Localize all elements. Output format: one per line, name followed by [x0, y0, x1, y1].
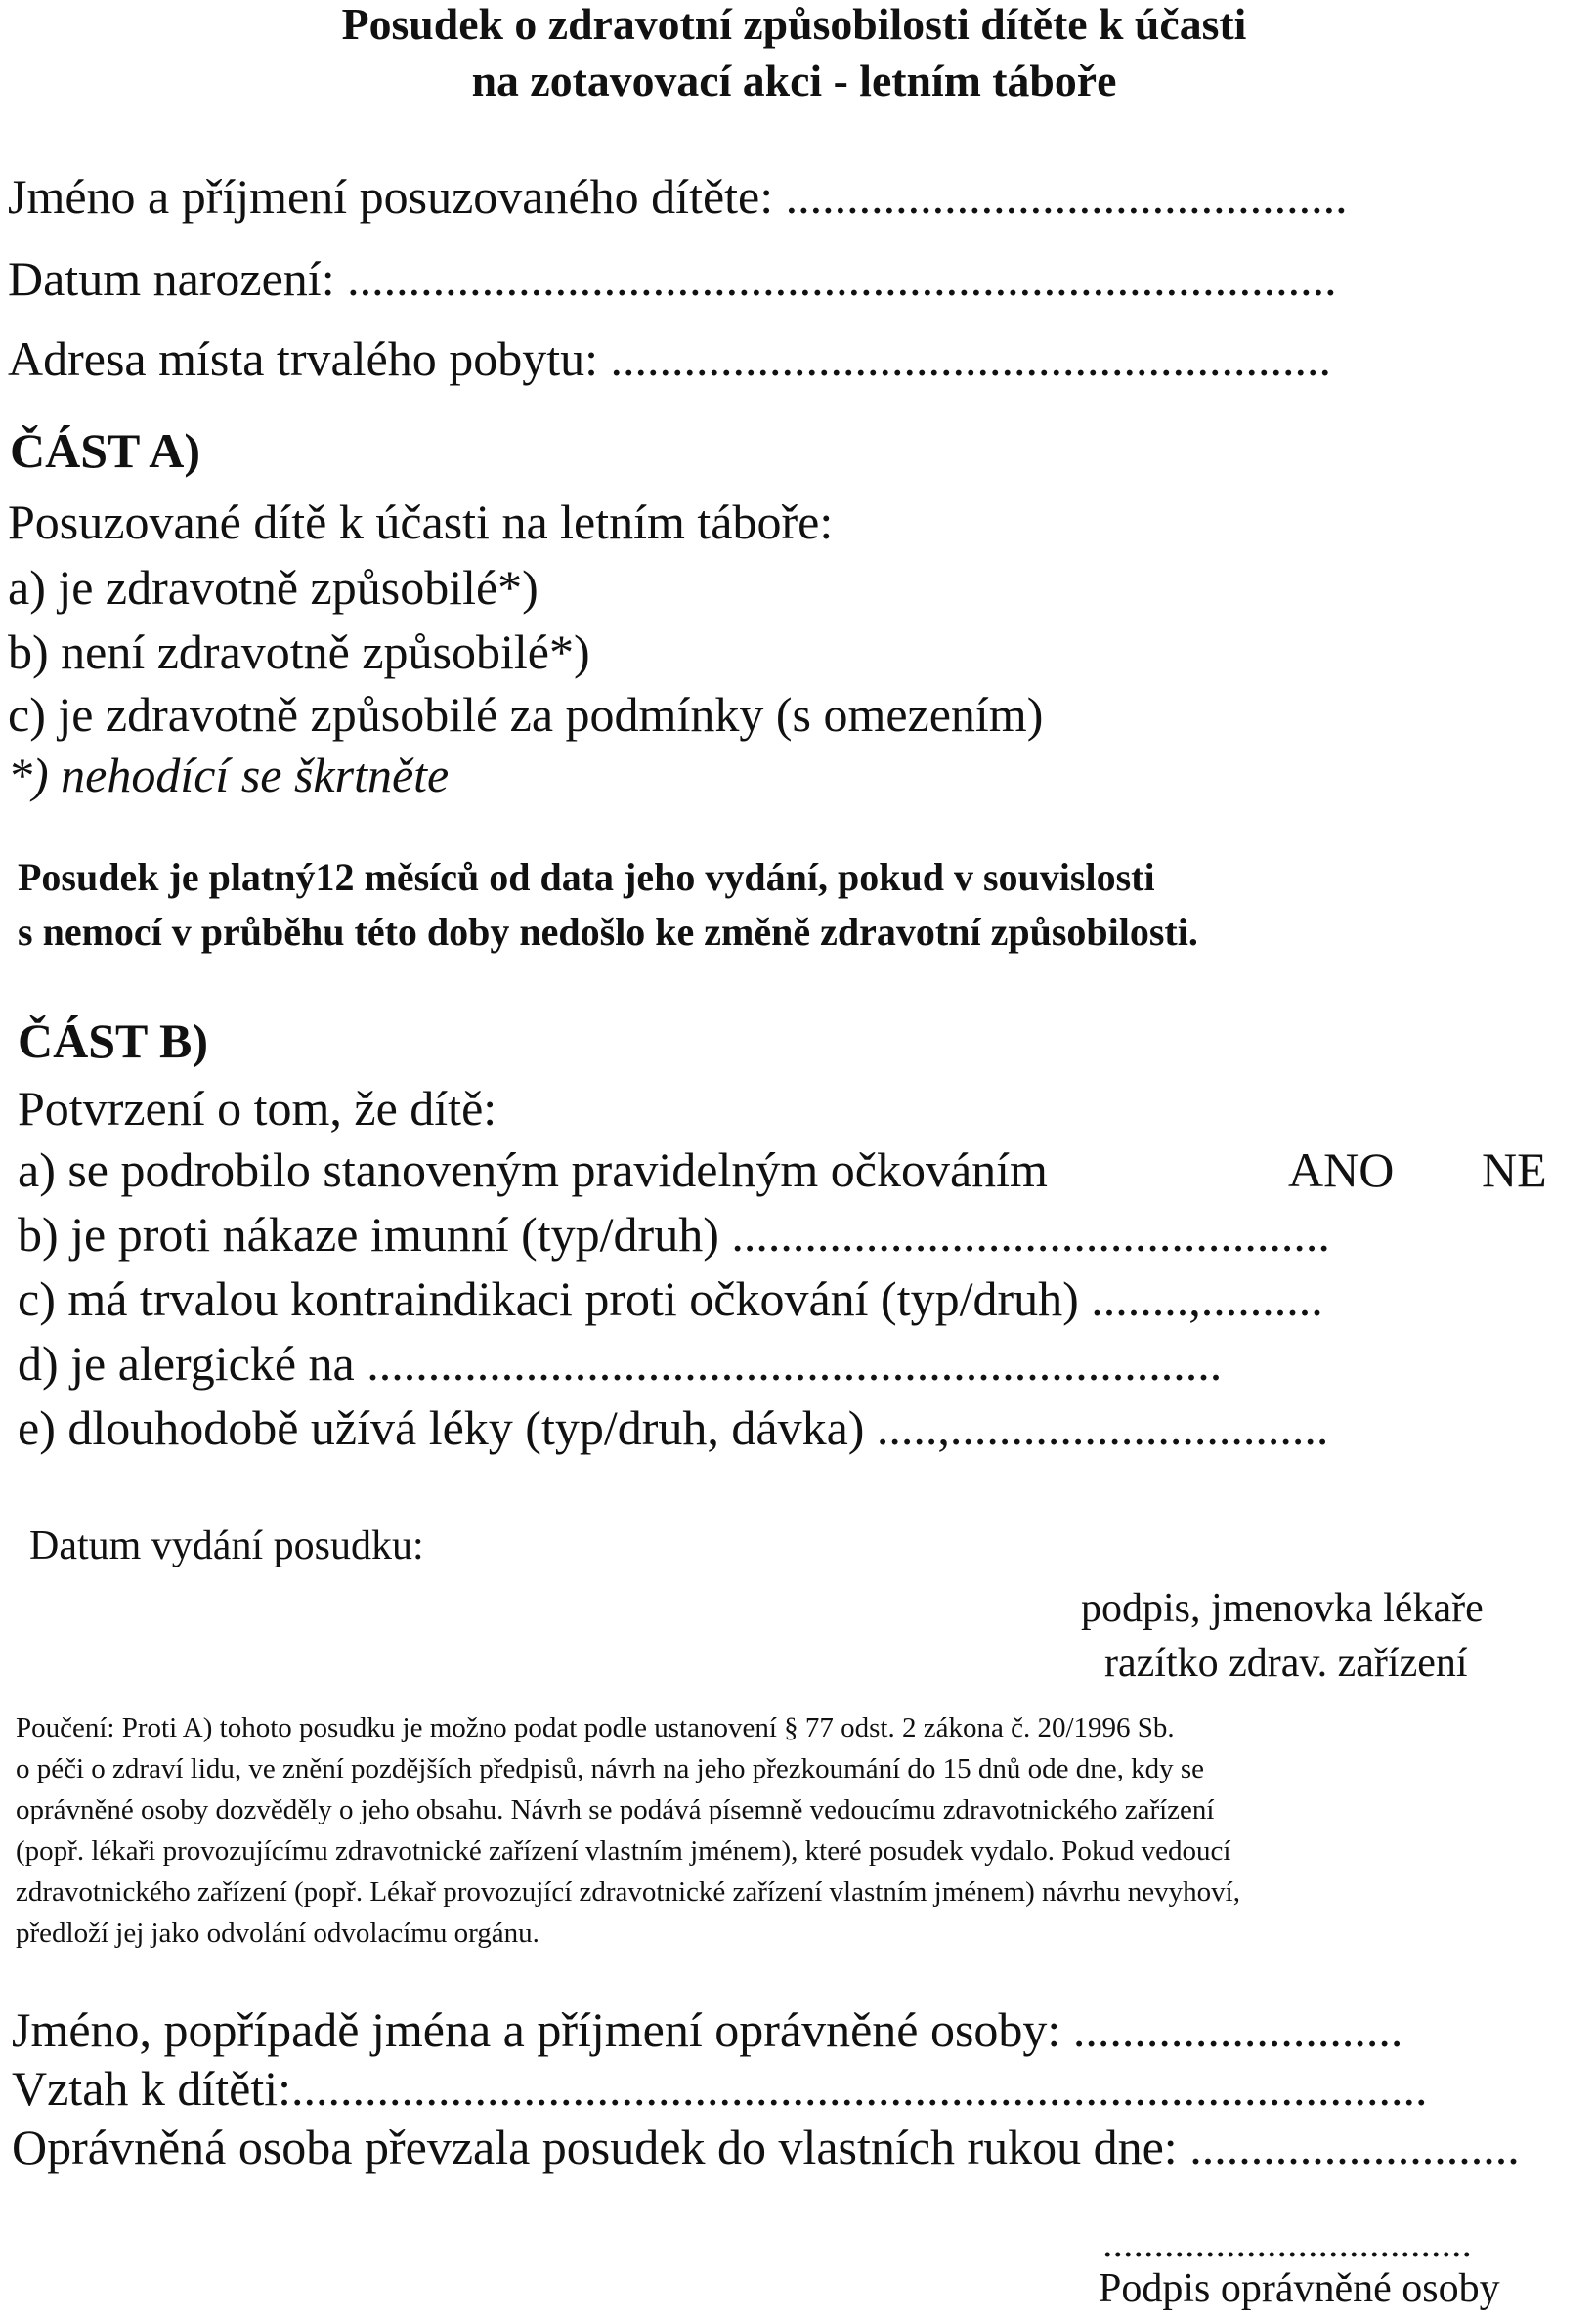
authorized-person-name-field: Jméno, popřípadě jména a příjmení oprávněné osoby: ........................... — [12, 2002, 1403, 2057]
ano-option: ANO — [1288, 1142, 1395, 1197]
part-b-heading: ČÁST B) — [18, 1013, 208, 1068]
instruction-line6: předloží jej jako odvolání odvolacímu orgánu. — [16, 1917, 539, 1949]
part-a-intro: Posuzované dítě k účasti na letním táboře: — [8, 494, 834, 549]
ne-option: NE — [1482, 1142, 1547, 1197]
part-b-item-a: a) se podrobilo stanoveným pravidelným očkováním — [18, 1142, 1048, 1197]
received-date-field: Oprávněná osoba převzala posudek do vlastních rukou dne: ........................... — [12, 2120, 1520, 2174]
part-b-intro: Potvrzení o tom, že dítě: — [18, 1081, 497, 1136]
part-a-option-c: c) je zdravotně způsobilé za podmínky (s omezením) — [8, 687, 1044, 742]
document-title-line1: Posudek o zdravotní způsobilosti dítěte k účasti — [341, 0, 1247, 49]
address-field: Adresa místa trvalého pobytu: ........................................................... — [8, 331, 1332, 386]
doctor-signature-label: podpis, jmenovka lékaře — [1081, 1586, 1484, 1631]
instruction-line5: zdravotnického zařízení (popř. Lékař provozující zdravotnické zařízení vlastním jménem) návrhu nevyhoví, — [16, 1876, 1240, 1908]
validity-line1: Posudek je platný12 měsíců od data jeho vydání, pokud v souvislosti — [18, 855, 1155, 899]
part-b-item-d: d) je alergické na ...................................................................... — [18, 1336, 1223, 1391]
relation-to-child-field: Vztah k dítěti:............................................................................................. — [12, 2061, 1428, 2116]
document-title-line2: na zotavovací akci - letním táboře — [471, 56, 1117, 106]
instruction-line1: Poučení: Proti A) tohoto posudku je možno podat podle ustanovení § 77 odst. 2 zákona č. 20/1996 Sb. — [16, 1712, 1175, 1743]
child-name-field: Jméno a příjmení posuzovaného dítěte: .............................................. — [8, 169, 1348, 224]
authorized-signature-label: Podpis oprávněné osoby — [1099, 2266, 1500, 2311]
part-b-item-b: b) je proti nákaze imunní (typ/druh) ................................................. — [18, 1207, 1330, 1262]
part-b-item-c: c) má trvalou kontraindikaci proti očkování (typ/druh) ........,.......... — [18, 1271, 1323, 1326]
facility-stamp-label: razítko zdrav. zařízení — [1104, 1641, 1468, 1686]
instruction-line2: o péči o zdraví lidu, ve znění pozdějších předpisů, návrh na jeho přezkoumání do 15 dnů ode dne, kdy se — [16, 1753, 1205, 1784]
birth-date-field: Datum narození: ................................................................................. — [8, 251, 1337, 306]
issue-date-label: Datum vydání posudku: — [29, 1524, 424, 1568]
part-b-item-e: e) dlouhodobě užívá léky (typ/druh, dávka) .....,............................... — [18, 1400, 1329, 1455]
part-a-heading: ČÁST A) — [10, 423, 200, 478]
part-a-option-a: a) je zdravotně způsobilé*) — [8, 560, 539, 615]
part-a-option-b: b) není zdravotně způsobilé*) — [8, 624, 590, 679]
part-a-note: *) nehodící se škrtněte — [8, 748, 450, 802]
signature-dots: .................................... — [1102, 2221, 1472, 2266]
instruction-line4: (popř. lékaři provozujícímu zdravotnické zařízení vlastním jménem), které posudek vydalo. Pokud vedoucí — [16, 1835, 1231, 1867]
validity-line2: s nemocí v průběhu této doby nedošlo ke změně zdravotní způsobilosti. — [18, 910, 1198, 954]
instruction-line3: oprávněné osoby dozvěděly o jeho obsahu. Návrh se podává písemně vedoucímu zdravotnického zařízení — [16, 1794, 1215, 1825]
